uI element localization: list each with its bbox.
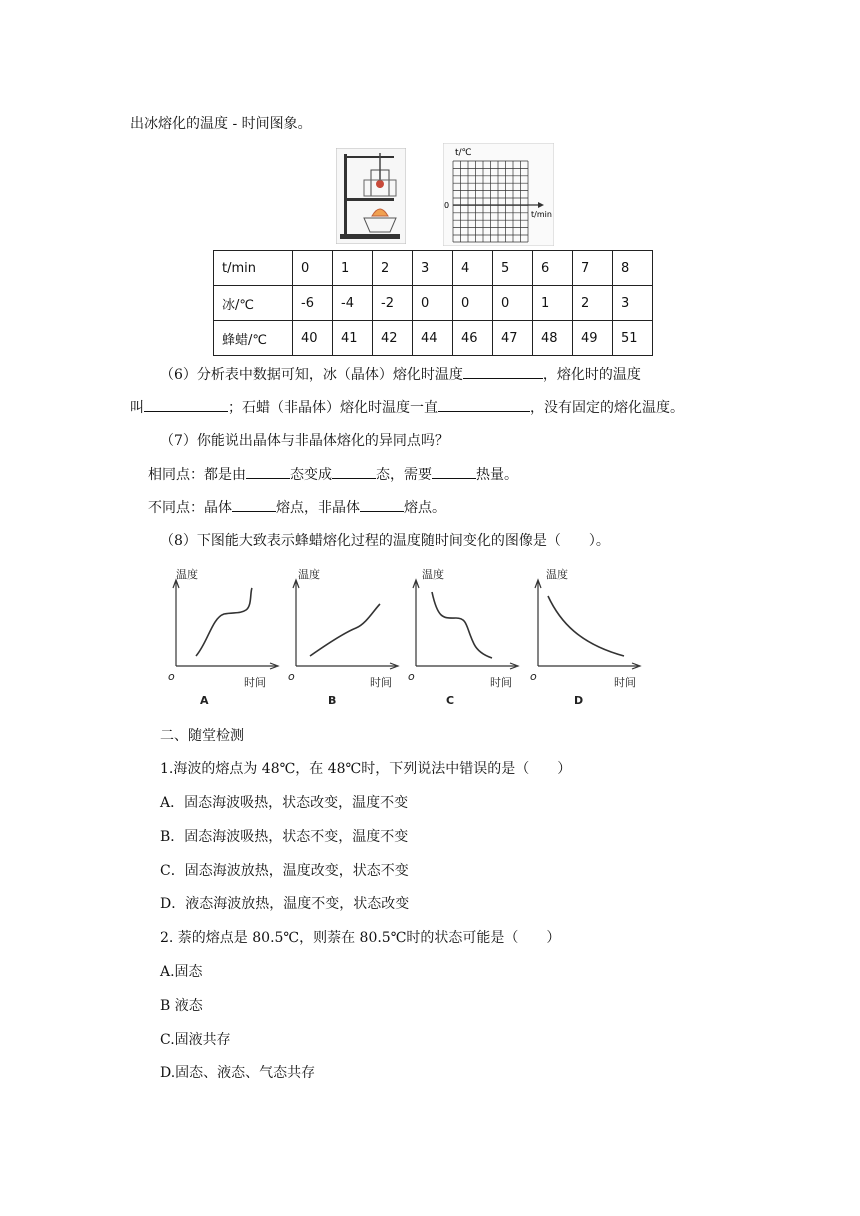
q6-line-2 xyxy=(130,397,684,417)
table-cell: 8 xyxy=(613,251,653,286)
answer-blank[interactable] xyxy=(332,464,376,479)
question-1-stem: 1.海波的熔点为 48℃，在 48℃时，下列说法中错误的是（ ） xyxy=(160,761,572,777)
graph-c-letter: C xyxy=(446,694,455,707)
q7-text: 熔点。 xyxy=(404,500,446,516)
q6-text: 叫 xyxy=(130,400,144,416)
table-cell: 6 xyxy=(533,251,573,286)
q7-text: 态，需要 xyxy=(376,467,432,483)
graph-b-origin: o xyxy=(288,670,295,683)
q7-text: 态变成 xyxy=(290,467,332,483)
answer-blank[interactable] xyxy=(432,464,476,479)
table-cell: 47 xyxy=(493,321,533,356)
graph-a-xlabel: 时间 xyxy=(244,676,266,689)
table-cell: 5 xyxy=(493,251,533,286)
q7-text: 热量。 xyxy=(476,467,518,483)
question-2-option-a[interactable]: A.固态 xyxy=(160,964,203,980)
table-row xyxy=(214,286,653,321)
table-cell: 0 xyxy=(413,286,453,321)
q7-title: （7）你能说出晶体与非晶体熔化的异同点吗？ xyxy=(160,433,449,449)
q6-text: ，没有固定的熔化温度。 xyxy=(530,400,684,416)
question-2-option-d[interactable]: D.固态、液态、气态共存 xyxy=(160,1065,316,1081)
table-cell: 冰/℃ xyxy=(214,286,293,321)
q7-text: 相同点：都是由 xyxy=(148,467,246,483)
graph-b-letter: B xyxy=(328,694,337,707)
section-2-title: 二、随堂检测 xyxy=(160,728,244,744)
q6-line-1 xyxy=(160,364,641,384)
table-cell: 51 xyxy=(613,321,653,356)
graph-c-xlabel: 时间 xyxy=(490,676,512,689)
table-row xyxy=(214,321,653,356)
question-2-option-c[interactable]: C.固液共存 xyxy=(160,1032,231,1048)
table-cell: 0 xyxy=(453,286,493,321)
table-cell: 4 xyxy=(453,251,493,286)
table-cell: 2 xyxy=(573,286,613,321)
melting-graphs-figure xyxy=(160,562,660,710)
table-cell: 2 xyxy=(373,251,413,286)
q8-text: （8）下图能大致表示蜂蜡熔化过程的温度随时间变化的图像是（ ）。 xyxy=(160,533,610,549)
answer-blank[interactable] xyxy=(144,397,228,412)
graph-b-ylabel: 温度 xyxy=(298,568,320,581)
melting-data-table xyxy=(213,250,653,356)
table-cell: 0 xyxy=(493,286,533,321)
q6-text: （6）分析表中数据可知，冰（晶体）熔化时温度 xyxy=(160,367,463,383)
answer-blank[interactable] xyxy=(246,464,290,479)
temperature-grid-figure xyxy=(443,143,554,246)
table-cell: 42 xyxy=(373,321,413,356)
graph-a-ylabel: 温度 xyxy=(176,568,198,581)
graph-d-letter: D xyxy=(574,694,584,707)
q6-text: ，熔化时的温度 xyxy=(542,367,641,383)
table-cell: 1 xyxy=(533,286,573,321)
graph-b-xlabel: 时间 xyxy=(370,676,392,689)
table-cell: 49 xyxy=(573,321,613,356)
graph-c-origin: o xyxy=(408,670,415,683)
question-2-option-b[interactable]: B 液态 xyxy=(160,998,203,1014)
question-1-option-d[interactable]: D．液态海波放热，温度不变，状态改变 xyxy=(160,896,410,912)
answer-blank[interactable] xyxy=(232,497,276,512)
graph-d-ylabel: 温度 xyxy=(546,568,568,581)
answer-blank[interactable] xyxy=(360,497,404,512)
question-1-option-b[interactable]: B．固态海波吸热，状态不变，温度不变 xyxy=(160,829,409,845)
table-cell: 44 xyxy=(413,321,453,356)
q7-diff-line xyxy=(148,497,446,517)
table-cell: -6 xyxy=(293,286,333,321)
table-cell: -2 xyxy=(373,286,413,321)
question-2-stem: 2. 萘的熔点是 80.5℃，则萘在 80.5℃时的状态可能是（ ） xyxy=(160,930,561,946)
table-cell: 3 xyxy=(413,251,453,286)
heating-apparatus-image xyxy=(336,148,406,244)
question-1-option-a[interactable]: A．固态海波吸热，状态改变，温度不变 xyxy=(160,795,409,811)
table-cell: 41 xyxy=(333,321,373,356)
table-cell: 48 xyxy=(533,321,573,356)
table-cell: 46 xyxy=(453,321,493,356)
answer-blank[interactable] xyxy=(438,397,530,412)
graph-a-origin: o xyxy=(168,670,175,683)
q6-text: ；石蜡（非晶体）熔化时温度一直 xyxy=(228,400,438,416)
question-1-option-c[interactable]: C．固态海波放热，温度改变，状态不变 xyxy=(160,863,409,879)
graph-c-ylabel: 温度 xyxy=(422,568,444,581)
answer-blank[interactable] xyxy=(463,364,543,379)
q7-text: 熔点，非晶体 xyxy=(276,500,360,516)
q7-text: 不同点：晶体 xyxy=(148,500,232,516)
table-cell: 3 xyxy=(613,286,653,321)
table-cell: -4 xyxy=(333,286,373,321)
table-cell: 1 xyxy=(333,251,373,286)
table-cell: 0 xyxy=(293,251,333,286)
intro-text: 出冰熔化的温度 - 时间图象。 xyxy=(130,116,312,132)
grid-origin-label: 0 xyxy=(444,201,450,210)
table-cell: 7 xyxy=(573,251,613,286)
table-cell: t/min xyxy=(214,251,293,286)
table-cell: 蜂蜡/℃ xyxy=(214,321,293,356)
grid-x-label: t/min xyxy=(531,210,552,219)
graph-d-origin: o xyxy=(530,670,537,683)
q7-same-line xyxy=(148,464,518,484)
grid-y-label: t/℃ xyxy=(455,148,472,158)
table-row xyxy=(214,251,653,286)
graph-a-letter: A xyxy=(200,694,209,707)
graph-d-xlabel: 时间 xyxy=(614,676,636,689)
table-cell: 40 xyxy=(293,321,333,356)
